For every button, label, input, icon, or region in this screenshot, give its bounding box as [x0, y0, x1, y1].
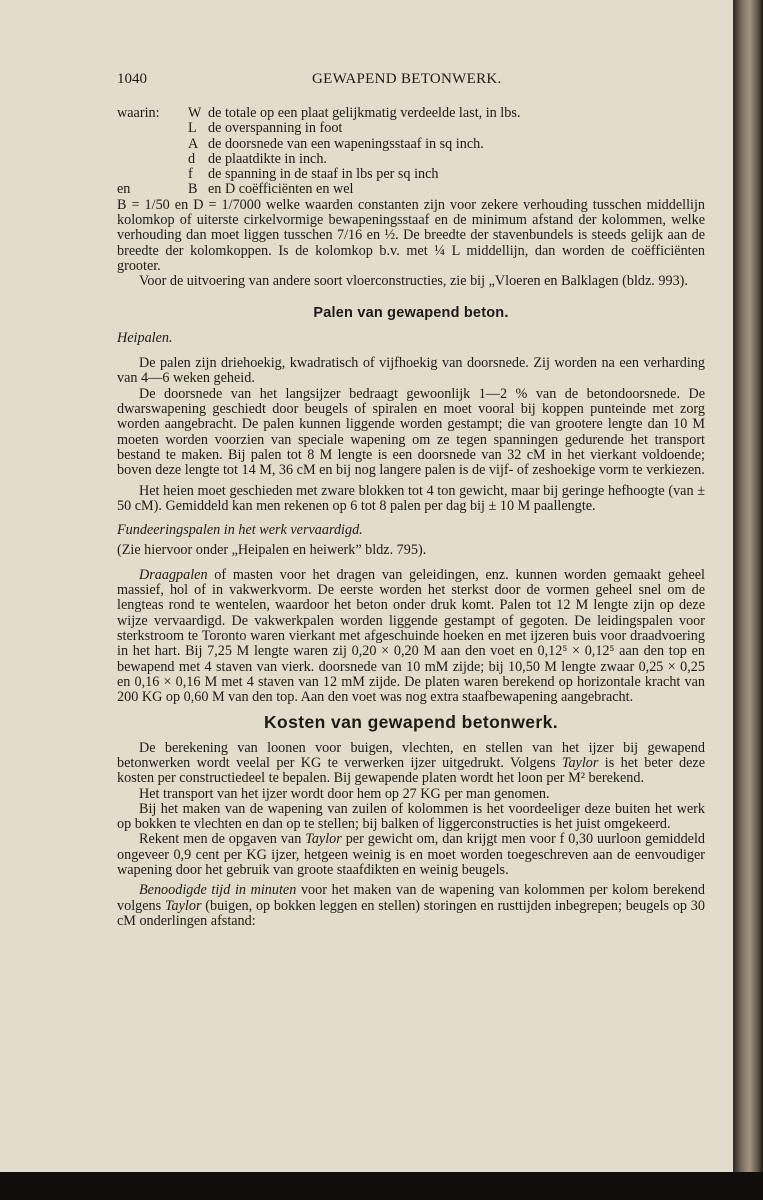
- heipalen-paragraph-3: Het heien moet geschieden met zware blokken tot 4 ton gewicht, maar bij geringe hefhoogte (van ± 50 cM). Gemiddeld kan men rekenen op 6 tot 8 palen per dag bij ± 10 M paallengte.: [117, 482, 705, 514]
- definition-text: de doorsnede van een wapeningsstaaf in sq inch.: [208, 135, 484, 152]
- book-spine: [733, 0, 763, 1172]
- definition-label: [117, 121, 188, 136]
- kosten-paragraph-5: [117, 883, 705, 929]
- draagpalen-paragraph: [117, 568, 705, 706]
- kosten-p4-text-a: Rekent men de opgaven van: [139, 831, 306, 848]
- subheading-fundeeringspalen: Fundeeringspalen in het werk vervaardigd.: [117, 522, 363, 539]
- kosten-p1-text-a: De berekening van loonen voor buigen, vlechten, en stellen van het ijzer bij gewapend betonwerken wordt veelal per KG te verwerken ijzer uitgedrukt. Volgens: [117, 739, 705, 771]
- page-number: 1040: [117, 71, 147, 87]
- floor-reference-paragraph: Voor de uitvoering van andere soort vloerconstructies, zie bij „Vloeren en Balklagen (bldz. 993).: [139, 273, 688, 290]
- section-heading-kosten: Kosten van gewapend betonwerk.: [264, 712, 558, 733]
- kosten-p4-text-b: per gewicht om, dan krijgt men voor f 0,30 uurloon gemiddeld ongeveer 0,9 cent per KG ijzer, hetgeen weinig is en moet worden toegeschreven aan de eenvoudiger wapening door het gebruik van groote staafdikten en weinig beugels.: [117, 831, 705, 879]
- definition-symbol: A: [188, 135, 199, 152]
- definition-row: [117, 121, 705, 136]
- definition-symbol: B: [188, 181, 198, 198]
- definition-label: en: [117, 181, 131, 198]
- definition-symbol: d: [188, 150, 196, 167]
- definition-row: [117, 137, 705, 152]
- definition-label: [117, 152, 188, 167]
- definition-symbol: f: [188, 166, 193, 183]
- definition-text: de spanning in de staaf in lbs per sq inch: [208, 166, 439, 183]
- kosten-p5-text-b: (buigen, op bokken leggen en stellen) storingen en rusttijden inbegrepen; beugels op 30 cM onderlingen afstand:: [117, 897, 705, 929]
- definition-row: [117, 152, 705, 167]
- taylor-name: Taylor: [164, 897, 202, 914]
- definition-symbol: W: [188, 105, 202, 121]
- kosten-p1-text-b: is het beter deze kosten per constructiedeel te bepalen. Bij gewapende platen wordt het loon per M² berekend.: [117, 754, 705, 787]
- definition-row: [117, 106, 705, 121]
- definition-label: [117, 137, 188, 152]
- definition-label: [117, 167, 188, 182]
- draagpalen-lead: Draagpalen: [139, 566, 208, 583]
- coefficient-paragraph: B = 1/50 en D = 1/7000 welke waarden constanten zijn voor zekere verhouding tusschen middellijn kolomkop of uiterste cirkelvormige bewapeningsstaaf en de minimum afstand der kolommen, welke verhouding dan moet liggen tusschen 7/16 en ½. De breedte der stavenbundels is steeds gelijk aan de breedte der kolomkoppen. Is de kolomkop b.v. met ¼ L middellijn, dan worden de coëfficiënten grooter.: [117, 196, 705, 274]
- running-title: GEWAPEND BETONWERK.: [312, 71, 502, 87]
- page-header: [117, 72, 705, 96]
- heipalen-paragraph-1: De palen zijn driehoekig, kwadratisch of vijfhoekig van doorsnede. Zij worden na een verharding van 4—6 weken geheid.: [117, 355, 705, 387]
- definition-text: de plaatdikte in inch.: [208, 150, 327, 167]
- definition-symbol: L: [188, 120, 197, 137]
- subheading-heipalen: Heipalen.: [117, 329, 173, 346]
- definition-label: waarin:: [117, 105, 160, 121]
- kosten-p5-text-a: voor het maken van de wapening van kolommen per kolom berekend volgens: [117, 882, 705, 914]
- taylor-name: Taylor: [561, 754, 599, 771]
- definition-text: de overspanning in foot: [208, 120, 343, 137]
- scan-background: [0, 1172, 763, 1200]
- benoodigde-tijd-lead: Benoodigde tijd in minuten: [139, 882, 297, 899]
- definition-row: [117, 167, 705, 182]
- kosten-paragraph-1: [117, 741, 705, 787]
- definition-text: de totale op een plaat gelijkmatig verdeelde last, in lbs.: [208, 105, 521, 121]
- draagpalen-text: of masten voor het dragen van geleidingen, enz. kunnen worden gemaakt geheel massief, hol of in vakwerkvorm. De eerste worden het sterkst door de vormen geheel snel om de lengteas rond te wentelen, waardoor het beton onder druk komt. Palen tot 12 M lengte zijn op deze wijze vervaardigd. De vakwerkpalen worden liggende gestampt of gegoten. De leidingspalen voor sterkstroom te Toronto waren vierkant met afgeschuinde hoeken en met ijzeren buis voor draadvoering in het hart. Bij 7,25 M lengte waren zij 0,20 × 0,20 M aan den voet en 0,12⁵ × 0,12⁵ aan den top en bewapend met 4 staven van vierk. doorsnede van 10 mM zijde; bij 10,50 M lengte zwaar 0,25 × 0,25 en 0,16 × 0,16 M met 4 staven van 12 mM zijde. De platen waren berekend op horizontale kracht van 200 KG op 0,60 M van den top. Aan den voet was nog extra staafbewapening aangebracht.: [117, 566, 705, 706]
- kosten-paragraph-4: [117, 832, 705, 878]
- definition-text: en D coëfficiënten en wel: [208, 181, 354, 198]
- definitions-list: [117, 106, 705, 198]
- heipalen-paragraph-2: De doorsnede van het langsijzer bedraagt gewoonlijk 1—2 % van de betondoorsnede. De dwarswapening geschiedt door beugels of spiralen en moet vooral bij koppen punteinde met zorg worden aangebracht. De palen kunnen liggende worden gestampt; die van grootere lengte dan 10 M moeten worden voorzien van speciale wapening om ze tegen spanningen gedurende het transport bestand te maken. Bij palen tot 8 M lengte is een doorsnede van 32 cM in het vierkant voldoende; boven deze lengte tot 14 M, 36 cM en bij nog langere palen is de vijf- of zeshoekige vorm te verkiezen.: [117, 385, 705, 479]
- section-heading-palen: Palen van gewapend beton.: [313, 304, 509, 321]
- definition-row: [117, 182, 705, 197]
- kosten-paragraph-2: Het transport van het ijzer wordt door hem op 27 KG per man genomen.: [139, 785, 550, 802]
- page-content: [117, 72, 705, 929]
- kosten-paragraph-3: Bij het maken van de wapening van zuilen of kolommen is het voordeeliger deze buiten het werk op bokken te vlechten en dan op te stellen; bij balken of liggerconstructies is het juist omgekeerd.: [117, 800, 705, 833]
- taylor-name: Taylor: [305, 831, 342, 848]
- heipalen-reference: (Zie hiervoor onder „Heipalen en heiwerk” bldz. 795).: [117, 542, 427, 559]
